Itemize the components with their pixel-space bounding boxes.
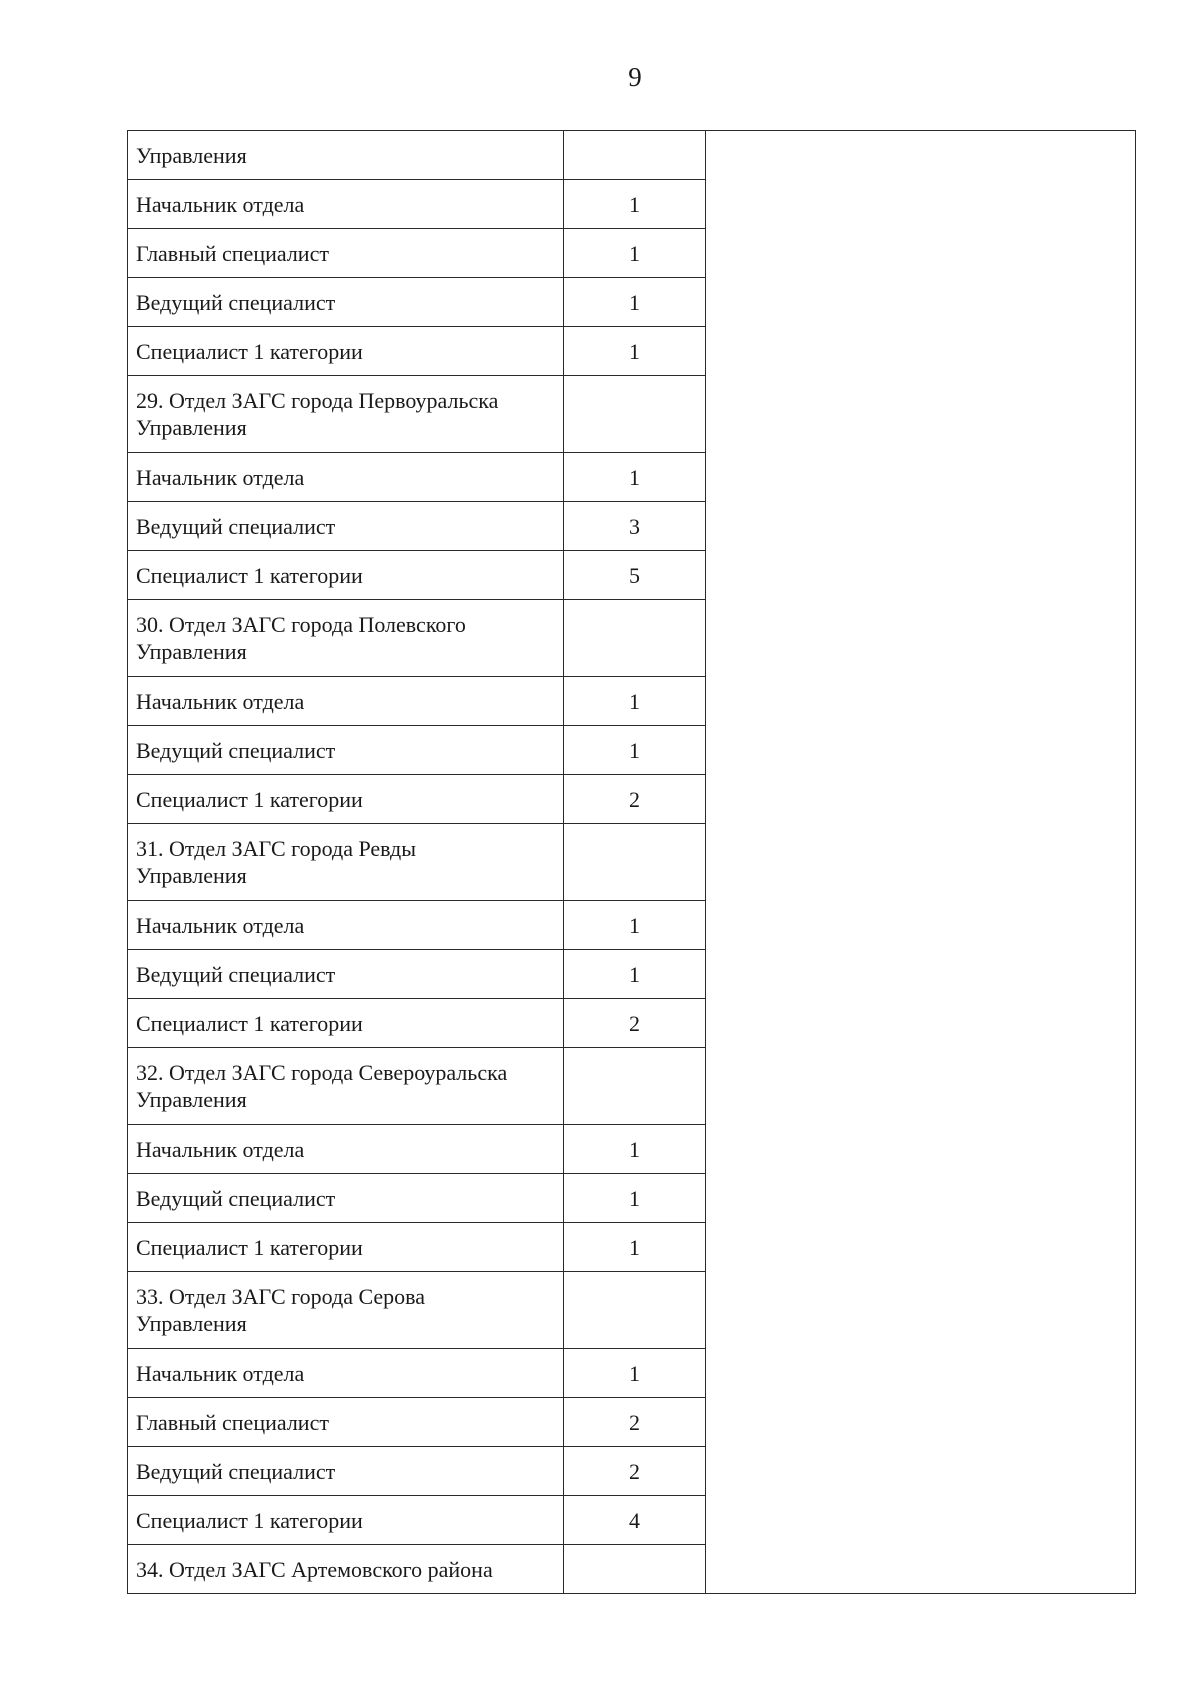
staff-count-cell: 3 bbox=[564, 502, 706, 551]
staff-count-cell: 1 bbox=[564, 950, 706, 999]
staff-count-cell: 1 bbox=[564, 901, 706, 950]
staff-count-cell: 1 bbox=[564, 1349, 706, 1398]
position-name-cell: Ведущий специалист bbox=[128, 1447, 564, 1496]
position-name-cell: Ведущий специалист bbox=[128, 950, 564, 999]
position-name-cell: Специалист 1 категории bbox=[128, 1496, 564, 1545]
position-name-cell: Специалист 1 категории bbox=[128, 327, 564, 376]
position-name-cell: Ведущий специалист bbox=[128, 502, 564, 551]
staff-count-cell: 1 bbox=[564, 278, 706, 327]
position-name-cell: Начальник отдела bbox=[128, 1349, 564, 1398]
position-name-cell: 34. Отдел ЗАГС Артемовского района bbox=[128, 1545, 564, 1594]
staff-count-cell: 4 bbox=[564, 1496, 706, 1545]
position-name-cell: 29. Отдел ЗАГС города Первоуральска Управления bbox=[128, 376, 564, 453]
staff-count-cell: 2 bbox=[564, 999, 706, 1048]
position-name-cell: Специалист 1 категории bbox=[128, 551, 564, 600]
position-name-cell: Специалист 1 категории bbox=[128, 1223, 564, 1272]
staff-table bbox=[127, 130, 1136, 1594]
staff-table-container bbox=[127, 130, 1136, 1594]
staff-count-cell bbox=[564, 376, 706, 453]
page-number: 9 bbox=[628, 62, 642, 92]
staff-count-cell bbox=[564, 1545, 706, 1594]
empty-notes-column bbox=[706, 131, 1136, 1594]
position-name-cell: Специалист 1 категории bbox=[128, 775, 564, 824]
staff-count-cell: 1 bbox=[564, 1174, 706, 1223]
staff-count-cell: 1 bbox=[564, 453, 706, 502]
position-name-cell: 30. Отдел ЗАГС города Полевского Управления bbox=[128, 600, 564, 677]
staff-count-cell bbox=[564, 1048, 706, 1125]
staff-count-cell bbox=[564, 600, 706, 677]
staff-count-cell bbox=[564, 1272, 706, 1349]
table-row bbox=[128, 131, 1136, 180]
position-name-cell: Начальник отдела bbox=[128, 677, 564, 726]
position-name-cell: Ведущий специалист bbox=[128, 1174, 564, 1223]
staff-count-cell: 2 bbox=[564, 1447, 706, 1496]
position-name-cell: Специалист 1 категории bbox=[128, 999, 564, 1048]
staff-count-cell: 1 bbox=[564, 726, 706, 775]
staff-count-cell: 5 bbox=[564, 551, 706, 600]
position-name-cell: Ведущий специалист bbox=[128, 726, 564, 775]
position-name-cell: 32. Отдел ЗАГС города Североуральска Управления bbox=[128, 1048, 564, 1125]
staff-count-cell bbox=[564, 824, 706, 901]
staff-count-cell: 2 bbox=[564, 775, 706, 824]
staff-count-cell bbox=[564, 131, 706, 180]
staff-count-cell: 1 bbox=[564, 677, 706, 726]
staff-table-body bbox=[128, 131, 1136, 1594]
position-name-cell: 31. Отдел ЗАГС города Ревды Управления bbox=[128, 824, 564, 901]
staff-count-cell: 1 bbox=[564, 229, 706, 278]
staff-count-cell: 1 bbox=[564, 327, 706, 376]
position-name-cell: Начальник отдела bbox=[128, 901, 564, 950]
staff-count-cell: 2 bbox=[564, 1398, 706, 1447]
position-name-cell: Управления bbox=[128, 131, 564, 180]
position-name-cell: Главный специалист bbox=[128, 229, 564, 278]
position-name-cell: Ведущий специалист bbox=[128, 278, 564, 327]
staff-count-cell: 1 bbox=[564, 1223, 706, 1272]
position-name-cell: Начальник отдела bbox=[128, 1125, 564, 1174]
staff-count-cell: 1 bbox=[564, 1125, 706, 1174]
position-name-cell: 33. Отдел ЗАГС города Серова Управления bbox=[128, 1272, 564, 1349]
position-name-cell: Начальник отдела bbox=[128, 453, 564, 502]
position-name-cell: Главный специалист bbox=[128, 1398, 564, 1447]
staff-count-cell: 1 bbox=[564, 180, 706, 229]
position-name-cell: Начальник отдела bbox=[128, 180, 564, 229]
